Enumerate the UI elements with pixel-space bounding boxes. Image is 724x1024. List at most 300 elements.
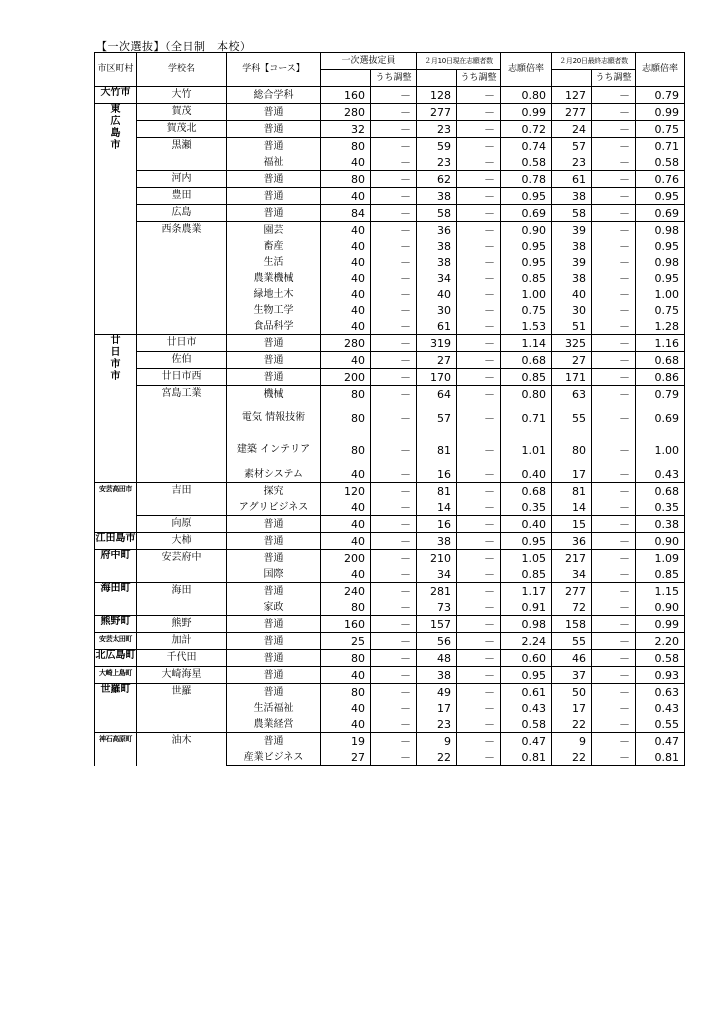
municipality-name: 北広島町 [95,650,137,667]
quota-value: 40 [321,222,371,239]
ratio-feb20: 0.79 [636,87,685,104]
table-row [95,205,685,222]
school-name: 熊野 [137,616,227,633]
table-row [95,483,685,500]
municipality-name: 安芸太田町 [95,633,137,650]
applicants-feb10-adjust: － [457,633,501,650]
applicants-feb20: 17 [552,466,592,483]
applicants-feb20-adjust: － [592,599,636,616]
applicants-feb10: 34 [417,270,457,286]
ratio-feb10: 0.47 [501,733,552,750]
ratio-feb10: 0.68 [501,352,552,369]
quota-adjust: － [371,749,417,766]
quota-adjust: － [371,599,417,616]
applicants-feb20: 39 [552,222,592,239]
applicants-feb10: 128 [417,87,457,104]
ratio-feb20: 0.55 [636,716,685,733]
applicants-feb10-adjust: － [457,171,501,188]
quota-value: 40 [321,533,371,550]
ratio-feb10: 0.85 [501,270,552,286]
applicants-feb20-adjust: － [592,667,636,684]
quota-adjust: － [371,318,417,335]
applicants-feb10-adjust: － [457,335,501,352]
course-name: 普通 [227,335,321,352]
applicants-feb20: 158 [552,616,592,633]
school-name: 大竹 [137,87,227,104]
applicants-feb10-adjust: － [457,650,501,667]
applicants-feb20: 23 [552,154,592,171]
ratio-feb10: 1.17 [501,583,552,600]
ratio-feb10: 0.85 [501,369,552,386]
quota-adjust: － [371,270,417,286]
applicants-feb20: 51 [552,318,592,335]
ratio-feb20: 0.86 [636,369,685,386]
ratio-feb10: 1.05 [501,550,552,567]
quota-adjust: － [371,87,417,104]
ratio-feb10: 0.95 [501,188,552,205]
applicants-feb10: 170 [417,369,457,386]
applicants-feb10: 48 [417,650,457,667]
ratio-feb10: 0.75 [501,302,552,318]
quota-value: 25 [321,633,371,650]
applicants-feb10: 56 [417,633,457,650]
applicants-feb10-adjust: － [457,616,501,633]
applicants-feb20: 55 [552,402,592,434]
ratio-feb10: 0.95 [501,533,552,550]
applicants-feb20-adjust: － [592,550,636,567]
applicants-feb20-adjust: － [592,104,636,121]
ratio-feb10: 0.71 [501,402,552,434]
quota-adjust: － [371,171,417,188]
quota-value: 84 [321,205,371,222]
applicants-feb10: 62 [417,171,457,188]
course-name: 食品科学 [227,318,321,335]
course-name: 機械 [227,386,321,403]
quota-value: 32 [321,121,371,138]
quota-value: 80 [321,138,371,155]
ratio-feb10: 0.43 [501,700,552,716]
ratio-feb10: 0.72 [501,121,552,138]
course-name: 生物工学 [227,302,321,318]
quota-value: 40 [321,188,371,205]
school-name: 吉田 [137,483,227,516]
applicants-feb10: 81 [417,434,457,466]
applicants-feb10-adjust: － [457,402,501,434]
quota-value: 280 [321,335,371,352]
ratio-feb10: 0.78 [501,171,552,188]
applicants-feb20-adjust: － [592,583,636,600]
course-name: 普通 [227,533,321,550]
course-name: 普通 [227,369,321,386]
applicants-feb10-adjust: － [457,270,501,286]
quota-adjust: － [371,205,417,222]
applicants-feb20: 40 [552,286,592,302]
selection-results-table [94,52,685,766]
quota-value: 40 [321,566,371,583]
quota-adjust: － [371,633,417,650]
municipality-name [95,335,137,483]
municipality-name: 熊野町 [95,616,137,633]
applicants-feb10: 14 [417,499,457,516]
table-row [95,335,685,352]
course-name: 福祉 [227,154,321,171]
applicants-feb10-adjust: － [457,599,501,616]
course-name: 普通 [227,550,321,567]
header-feb10: ２月10日現在志願者数 [417,53,501,70]
applicants-feb10: 210 [417,550,457,567]
applicants-feb20-adjust: － [592,466,636,483]
table-row [95,533,685,550]
applicants-feb20: 171 [552,369,592,386]
course-name: 産業ビジネス [227,749,321,766]
applicants-feb20-adjust: － [592,650,636,667]
applicants-feb10-adjust: － [457,222,501,239]
table-row [95,616,685,633]
municipality-vertical-text: 廿日市市 [110,335,121,382]
quota-adjust: － [371,286,417,302]
applicants-feb20: 24 [552,121,592,138]
table-row [95,684,685,701]
applicants-feb20: 63 [552,386,592,403]
applicants-feb10: 17 [417,700,457,716]
applicants-feb10-adjust: － [457,254,501,270]
course-name: 普通 [227,583,321,600]
ratio-feb20: 0.38 [636,516,685,533]
ratio-feb20: 1.16 [636,335,685,352]
applicants-feb10-adjust: － [457,352,501,369]
course-name: 電気 情報技術 [227,402,321,434]
applicants-feb20-adjust: － [592,633,636,650]
quota-value: 200 [321,550,371,567]
applicants-feb10-adjust: － [457,550,501,567]
ratio-feb20: 0.99 [636,104,685,121]
ratio-feb20: 0.75 [636,121,685,138]
applicants-feb10-adjust: － [457,286,501,302]
applicants-feb10: 38 [417,188,457,205]
applicants-feb20: 15 [552,516,592,533]
quota-value: 40 [321,318,371,335]
applicants-feb20-adjust: － [592,533,636,550]
ratio-feb20: 0.58 [636,154,685,171]
applicants-feb20: 57 [552,138,592,155]
applicants-feb10: 38 [417,533,457,550]
table-row [95,650,685,667]
table-body [95,87,685,766]
applicants-feb10-adjust: － [457,87,501,104]
course-name: 普通 [227,121,321,138]
quota-value: 80 [321,402,371,434]
applicants-feb20-adjust: － [592,205,636,222]
ratio-feb20: 0.85 [636,566,685,583]
quota-value: 80 [321,599,371,616]
municipality-name: 神石高原町 [95,733,137,766]
table-row [95,550,685,567]
course-name: 普通 [227,188,321,205]
school-name: 広島 [137,205,227,222]
municipality-vertical-text: 東広島市 [110,104,121,151]
applicants-feb20: 80 [552,434,592,466]
quota-adjust: － [371,466,417,483]
applicants-feb10: 38 [417,667,457,684]
applicants-feb20: 55 [552,633,592,650]
applicants-feb10: 49 [417,684,457,701]
applicants-feb20: 30 [552,302,592,318]
table-row [95,171,685,188]
applicants-feb20-adjust: － [592,352,636,369]
ratio-feb20: 0.69 [636,205,685,222]
applicants-feb10: 157 [417,616,457,633]
course-name: 普通 [227,684,321,701]
applicants-feb20: 58 [552,205,592,222]
header-quota-adj: うち調整 [371,70,417,87]
ratio-feb10: 1.00 [501,286,552,302]
applicants-feb10-adjust: － [457,386,501,403]
applicants-feb20: 325 [552,335,592,352]
municipality-name: 府中町 [95,550,137,583]
course-name: 普通 [227,104,321,121]
course-name: 生活福祉 [227,700,321,716]
quota-adjust: － [371,222,417,239]
school-name: 宮島工業 [137,386,227,483]
applicants-feb10-adjust: － [457,104,501,121]
quota-value: 27 [321,749,371,766]
applicants-feb10: 23 [417,154,457,171]
quota-adjust: － [371,254,417,270]
quota-value: 40 [321,302,371,318]
applicants-feb20: 37 [552,667,592,684]
applicants-feb20-adjust: － [592,434,636,466]
quota-value: 80 [321,386,371,403]
course-name: 普通 [227,171,321,188]
applicants-feb20: 38 [552,270,592,286]
school-name: 西条農業 [137,222,227,335]
municipality-name: 世羅町 [95,684,137,733]
applicants-feb20-adjust: － [592,238,636,254]
quota-value: 160 [321,87,371,104]
applicants-feb10: 40 [417,286,457,302]
table-row [95,386,685,403]
quota-value: 240 [321,583,371,600]
school-name: 海田 [137,583,227,616]
applicants-feb10-adjust: － [457,583,501,600]
header-quota-blank [321,70,371,87]
applicants-feb10-adjust: － [457,434,501,466]
applicants-feb10-adjust: － [457,205,501,222]
quota-adjust: － [371,667,417,684]
applicants-feb10: 319 [417,335,457,352]
applicants-feb10: 16 [417,466,457,483]
ratio-feb20: 0.63 [636,684,685,701]
ratio-feb10: 0.95 [501,238,552,254]
school-name: 賀茂北 [137,121,227,138]
header-feb10-blank [417,70,457,87]
ratio-feb20: 0.79 [636,386,685,403]
course-name: 普通 [227,667,321,684]
quota-value: 40 [321,466,371,483]
ratio-feb10: 0.80 [501,386,552,403]
applicants-feb10-adjust: － [457,302,501,318]
applicants-feb20: 38 [552,188,592,205]
applicants-feb10-adjust: － [457,684,501,701]
applicants-feb20: 36 [552,533,592,550]
course-name: 生活 [227,254,321,270]
applicants-feb10: 34 [417,566,457,583]
course-name: 建築 インテリア [227,434,321,466]
applicants-feb10: 59 [417,138,457,155]
applicants-feb10-adjust: － [457,733,501,750]
table-row [95,104,685,121]
course-name: 普通 [227,205,321,222]
applicants-feb20-adjust: － [592,749,636,766]
quota-value: 40 [321,270,371,286]
ratio-feb20: 0.43 [636,700,685,716]
applicants-feb10: 23 [417,716,457,733]
ratio-feb10: 1.14 [501,335,552,352]
ratio-feb10: 1.01 [501,434,552,466]
applicants-feb10: 281 [417,583,457,600]
applicants-feb20-adjust: － [592,254,636,270]
header-school: 学校名 [137,53,227,87]
ratio-feb20: 1.15 [636,583,685,600]
applicants-feb20: 61 [552,171,592,188]
quota-value: 200 [321,369,371,386]
applicants-feb20-adjust: － [592,318,636,335]
quota-value: 40 [321,716,371,733]
quota-value: 40 [321,499,371,516]
applicants-feb10-adjust: － [457,466,501,483]
applicants-feb20-adjust: － [592,369,636,386]
header-feb10-adj: うち調整 [457,70,501,87]
table-row [95,352,685,369]
ratio-feb10: 0.60 [501,650,552,667]
ratio-feb10: 0.35 [501,499,552,516]
municipality-name: 海田町 [95,583,137,616]
ratio-feb10: 0.91 [501,599,552,616]
ratio-feb20: 0.95 [636,188,685,205]
header-feb20-adj: うち調整 [592,70,636,87]
header-feb20-blank [552,70,592,87]
table-row [95,583,685,600]
quota-adjust: － [371,716,417,733]
ratio-feb20: 0.90 [636,533,685,550]
applicants-feb10-adjust: － [457,238,501,254]
quota-adjust: － [371,188,417,205]
ratio-feb10: 0.98 [501,616,552,633]
applicants-feb10-adjust: － [457,138,501,155]
applicants-feb10: 27 [417,352,457,369]
header-municipality: 市区町村 [95,53,137,87]
course-name: 緑地土木 [227,286,321,302]
course-name: 総合学科 [227,87,321,104]
applicants-feb10: 36 [417,222,457,239]
applicants-feb20-adjust: － [592,386,636,403]
table-row [95,667,685,684]
quota-value: 120 [321,483,371,500]
quota-value: 19 [321,733,371,750]
ratio-feb20: 0.99 [636,616,685,633]
applicants-feb20-adjust: － [592,87,636,104]
quota-adjust: － [371,302,417,318]
ratio-feb20: 0.95 [636,270,685,286]
quota-adjust: － [371,483,417,500]
course-name: 素材システム [227,466,321,483]
applicants-feb10-adjust: － [457,566,501,583]
table-row [95,733,685,750]
quota-adjust: － [371,238,417,254]
course-name: 探究 [227,483,321,500]
school-name: 廿日市西 [137,369,227,386]
table-row [95,633,685,650]
quota-adjust: － [371,335,417,352]
course-name: 普通 [227,650,321,667]
quota-value: 40 [321,516,371,533]
applicants-feb20-adjust: － [592,335,636,352]
applicants-feb10-adjust: － [457,154,501,171]
ratio-feb20: 0.71 [636,138,685,155]
quota-adjust: － [371,386,417,403]
applicants-feb10-adjust: － [457,667,501,684]
ratio-feb10: 0.85 [501,566,552,583]
applicants-feb10-adjust: － [457,121,501,138]
ratio-feb10: 0.40 [501,516,552,533]
header-ratio-feb10: 志願倍率 [501,53,552,87]
quota-adjust: － [371,684,417,701]
ratio-feb10: 1.53 [501,318,552,335]
quota-value: 80 [321,650,371,667]
quota-adjust: － [371,499,417,516]
quota-adjust: － [371,138,417,155]
quota-value: 280 [321,104,371,121]
applicants-feb10-adjust: － [457,516,501,533]
applicants-feb10-adjust: － [457,483,501,500]
municipality-name: 安芸高田市 [95,483,137,533]
ratio-feb10: 0.74 [501,138,552,155]
applicants-feb20: 81 [552,483,592,500]
ratio-feb10: 0.81 [501,749,552,766]
applicants-feb20-adjust: － [592,716,636,733]
ratio-feb20: 0.47 [636,733,685,750]
table-row [95,516,685,533]
applicants-feb10-adjust: － [457,369,501,386]
quota-value: 80 [321,684,371,701]
table-row [95,138,685,155]
header-course: 学科【コース】 [227,53,321,87]
ratio-feb20: 0.35 [636,499,685,516]
ratio-feb20: 0.68 [636,483,685,500]
course-name: 普通 [227,733,321,750]
course-name: 普通 [227,516,321,533]
applicants-feb10: 9 [417,733,457,750]
applicants-feb10: 16 [417,516,457,533]
applicants-feb20-adjust: － [592,286,636,302]
ratio-feb20: 0.58 [636,650,685,667]
applicants-feb20: 9 [552,733,592,750]
applicants-feb20-adjust: － [592,483,636,500]
ratio-feb20: 0.98 [636,254,685,270]
quota-value: 40 [321,286,371,302]
applicants-feb10-adjust: － [457,533,501,550]
table-row [95,369,685,386]
applicants-feb20-adjust: － [592,402,636,434]
applicants-feb20-adjust: － [592,516,636,533]
ratio-feb20: 1.28 [636,318,685,335]
applicants-feb20: 34 [552,566,592,583]
applicants-feb20-adjust: － [592,138,636,155]
applicants-feb10: 73 [417,599,457,616]
quota-value: 40 [321,667,371,684]
quota-adjust: － [371,616,417,633]
school-name: 黒瀬 [137,138,227,171]
